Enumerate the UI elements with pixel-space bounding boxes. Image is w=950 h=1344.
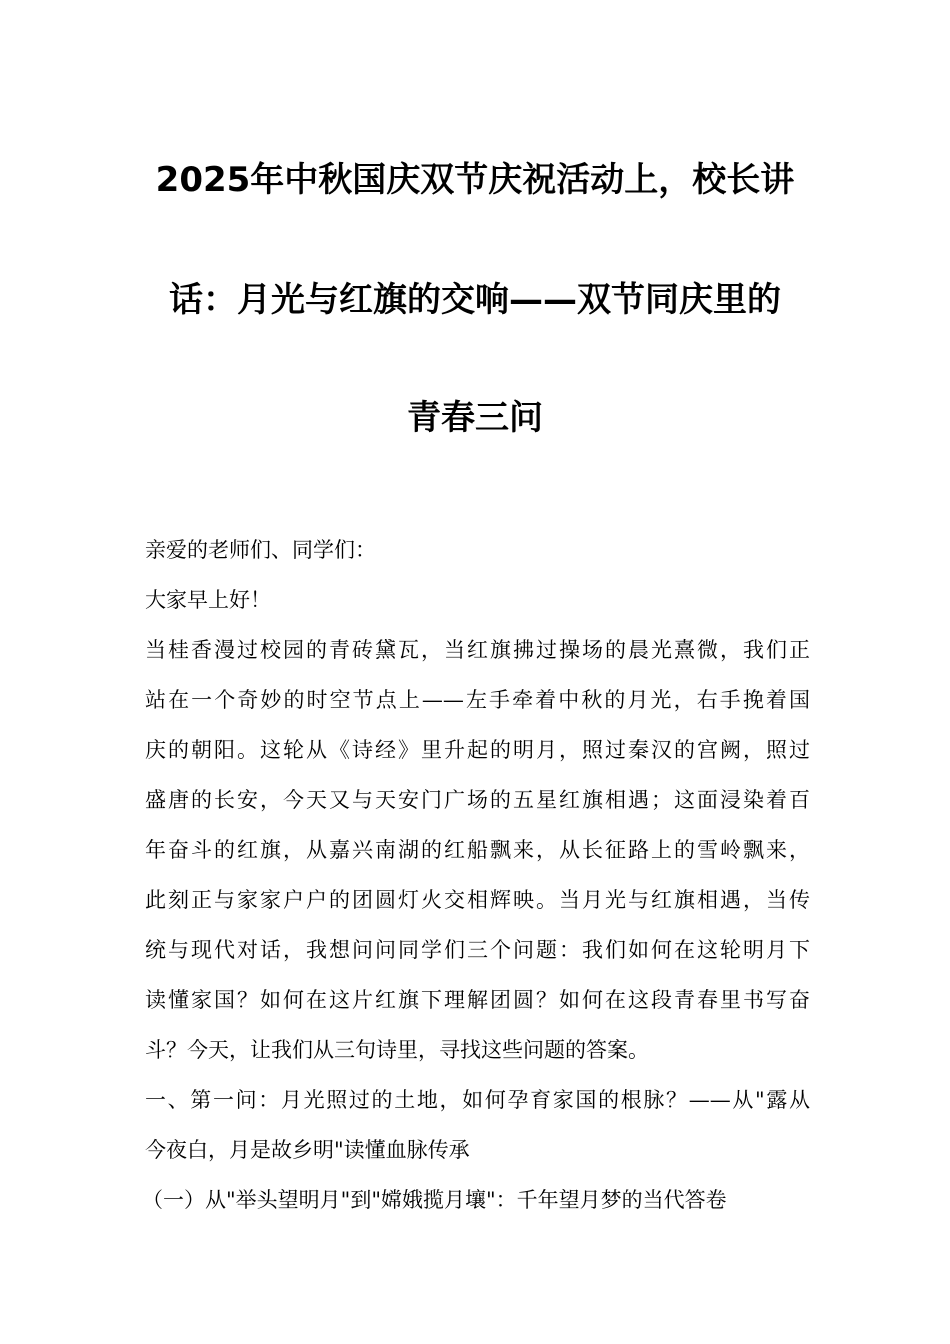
- speech-body: [142, 525, 810, 1225]
- section-heading-line: 一、第一问：月光照过的土地，如何孕育家国的根脉？——从"露从: [145, 1088, 810, 1112]
- intro-line: 当桂香漫过校园的青砖黛瓦，当红旗拂过操场的晨光熹微，我们正: [145, 638, 810, 662]
- intro-line: 斗？今天，让我们从三句诗里，寻找这些问题的答案。: [145, 1038, 649, 1062]
- intro-line: 庆的朝阳。这轮从《诗经》里升起的明月，照过秦汉的宫阙，照过: [145, 738, 810, 762]
- intro-line: 统与现代对话，我想问问同学们三个问题：我们如何在这轮明月下: [145, 938, 810, 962]
- salutation: 亲爱的老师们、同学们：: [145, 538, 376, 562]
- title-line-3: 青春三问: [407, 398, 543, 438]
- greeting: 大家早上好！: [145, 588, 271, 612]
- intro-line: 盛唐的长安，今天又与天安门广场的五星红旗相遇；这面浸染着百: [145, 788, 810, 812]
- subsection-heading: （一）从"举头望明月"到"嫦娥揽月壤"：千年望月梦的当代答卷: [142, 1188, 727, 1212]
- intro-line: 站在一个奇妙的时空节点上——左手牵着中秋的月光，右手挽着国: [145, 688, 810, 712]
- title-line-1: 2025年中秋国庆双节庆祝活动上，校长讲: [155, 160, 795, 200]
- intro-line: 此刻正与家家户户的团圆灯火交相辉映。当月光与红旗相遇，当传: [145, 888, 810, 912]
- section-heading-line: 今夜白，月是故乡明"读懂血脉传承: [145, 1138, 470, 1162]
- title-line-2: 话：月光与红旗的交响——双节同庆里的: [169, 280, 781, 320]
- intro-line: 读懂家国？如何在这片红旗下理解团圆？如何在这段青春里书写奋: [145, 988, 810, 1012]
- intro-line: 年奋斗的红旗，从嘉兴南湖的红船飘来，从长征路上的雪岭飘来，: [145, 838, 810, 862]
